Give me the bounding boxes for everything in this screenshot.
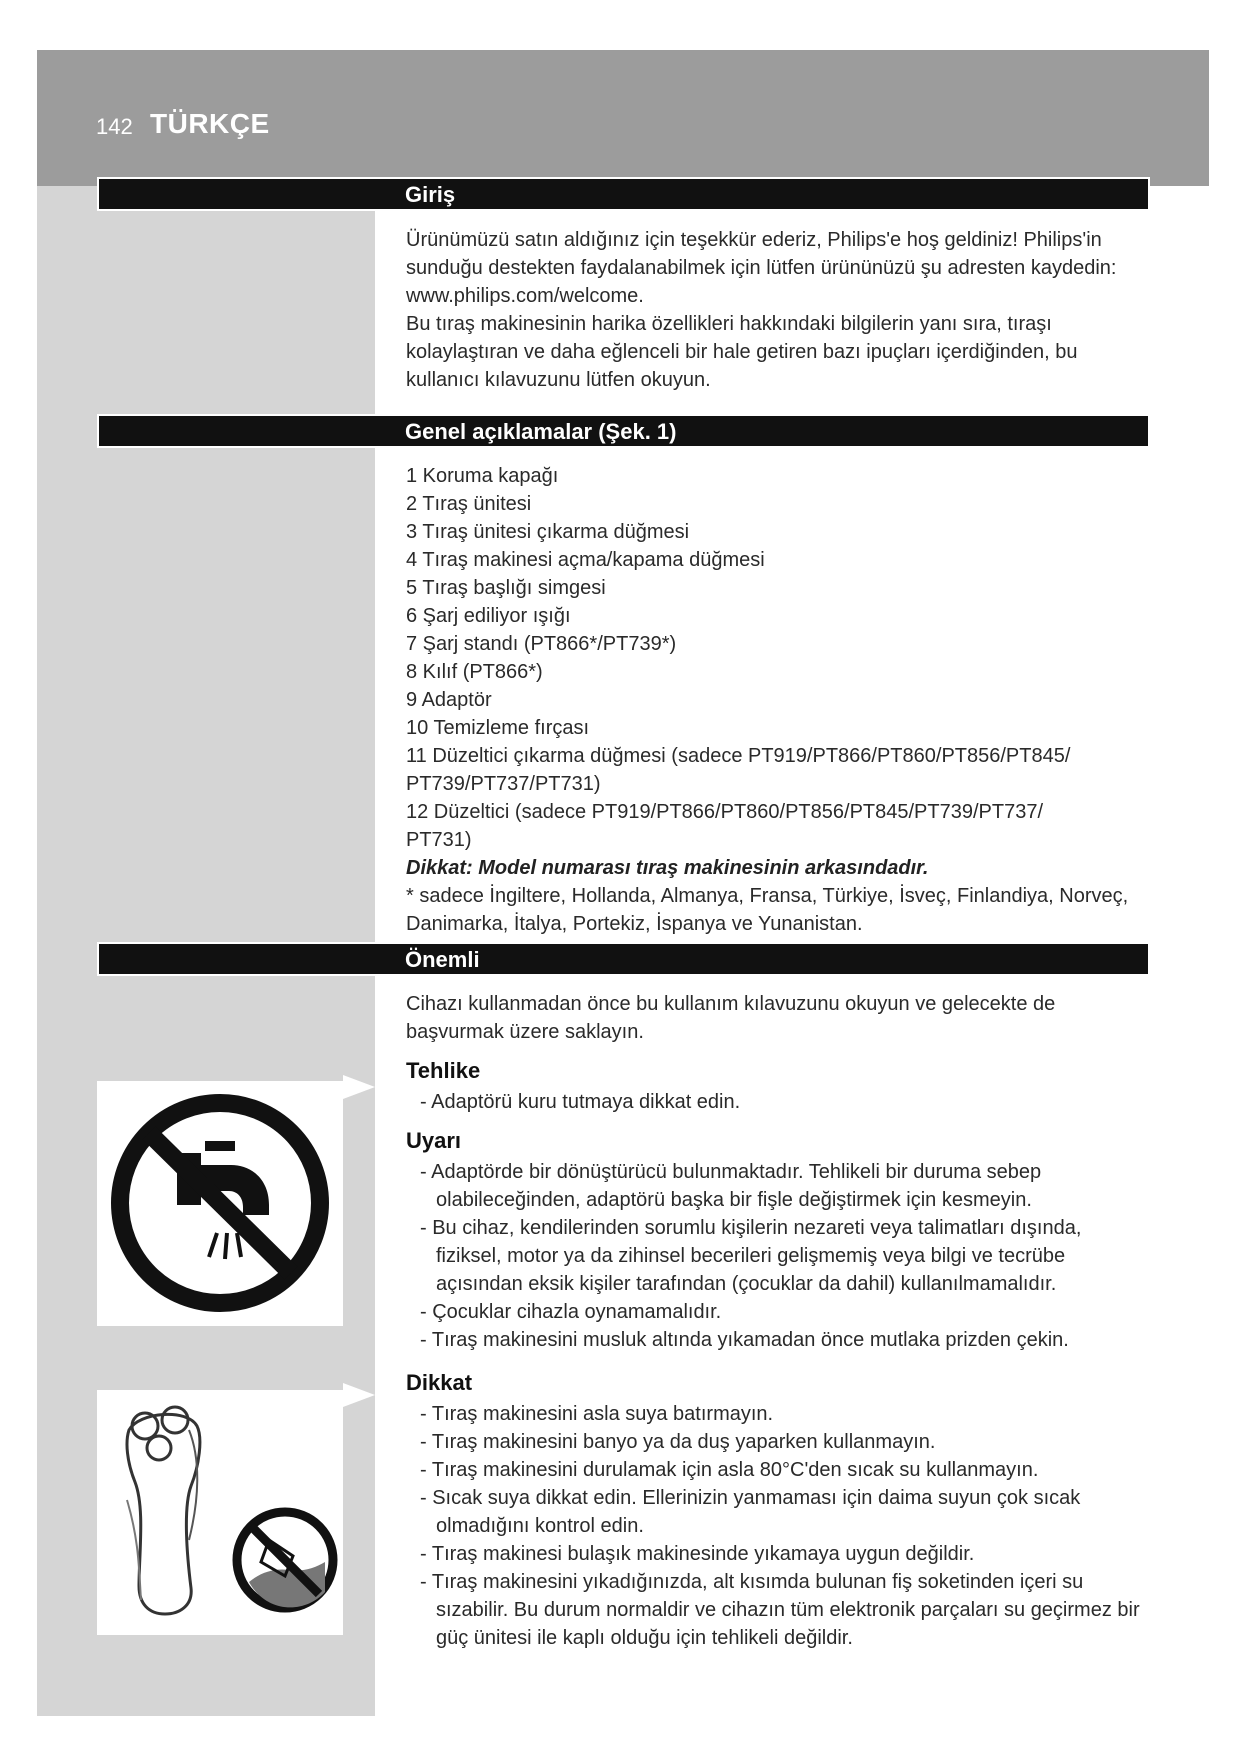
callout-notch — [343, 1383, 375, 1407]
illustration-no-water — [97, 1081, 343, 1326]
list-item: 8 Kılıf (PT866*) — [406, 661, 543, 683]
list-item: 12 Düzeltici (sadece PT919/PT866/PT860/PT856/PT845/PT739/PT737/ — [406, 801, 1044, 823]
list-item: PT739/PT737/PT731) — [406, 773, 601, 795]
list-item: - Tıraş makinesini banyo ya da duş yaparken kullanmayın. — [420, 1431, 936, 1453]
onemli-intro: Cihazı kullanmadan önce bu kullanım kılavuzunu okuyun ve gelecekte de başvurmak üzere saklayın. — [406, 993, 1056, 1043]
list-item: 10 Temizleme fırçası — [406, 717, 590, 739]
section-title-giris: Giriş — [405, 182, 456, 207]
section-bar-genel — [97, 414, 1150, 448]
list-item: - Adaptörü kuru tutmaya dikkat edin. — [420, 1091, 741, 1113]
language-title: TÜRKÇE — [150, 108, 270, 139]
giris-paragraph: Ürünümüzü satın aldığınız için teşekkür ederiz, Philips'e hoş geldiniz! Philips'in sunduğu destekten faydalanabilmek için lütfen ürününüzü şu adresten kaydedin: www.philips.com/welcome. — [406, 229, 1117, 307]
uyari-list — [420, 1158, 1140, 1354]
section-title-genel: Genel açıklamalar (Şek. 1) — [405, 419, 677, 444]
list-item: - Çocuklar cihazla oynamamalıdır. — [420, 1301, 722, 1323]
giris-body — [406, 226, 1146, 394]
list-item: - Bu cihaz, kendilerinden sorumlu kişilerin nezareti veya talimatları dışında, fiziksel, motor ya da zihinsel becerileri gelişmemiş veya bilgi ve tecrübe açısından eksik kişiler tarafından (çocuklar da dahil) kullanılmamalıdır. — [420, 1217, 1082, 1295]
list-item: 1 Koruma kapağı — [406, 465, 559, 487]
country-footnote: * sadece İngiltere, Hollanda, Almanya, Fransa, Türkiye, İsveç, Finlandiya, Norveç, Danimarka, İtalya, Portekiz, İspanya ve Yunanistan. — [406, 885, 1129, 935]
list-item: - Sıcak suya dikkat edin. Ellerinizin yanmaması için daima suyun çok sıcak olmadığını kontrol edin. — [420, 1487, 1081, 1537]
callout-notch — [343, 1075, 375, 1099]
section-title-onemli: Önemli — [405, 947, 480, 972]
list-item: 4 Tıraş makinesi açma/kapama düğmesi — [406, 549, 765, 571]
list-item: 9 Adaptör — [406, 689, 492, 711]
list-item: 3 Tıraş ünitesi çıkarma düğmesi — [406, 521, 690, 543]
list-item: - Tıraş makinesi bulaşık makinesinde yıkamaya uygun değildir. — [420, 1543, 975, 1565]
section-bar-onemli — [97, 942, 1150, 976]
list-item: PT731) — [406, 829, 472, 851]
list-item: 7 Şarj standı (PT866*/PT739*) — [406, 633, 677, 655]
shaver-no-immerse-icon — [97, 1390, 343, 1635]
illustration-shaver — [97, 1390, 343, 1635]
parts-list — [406, 462, 1146, 938]
uyari-heading: Uyarı — [406, 1128, 462, 1153]
list-item: - Tıraş makinesini asla suya batırmayın. — [420, 1403, 774, 1425]
list-item: 5 Tıraş başlığı simgesi — [406, 577, 606, 599]
model-note: Dikkat: Model numarası tıraş makinesinin arkasındadır. — [406, 857, 929, 879]
list-item: 6 Şarj ediliyor ışığı — [406, 605, 571, 627]
tehlike-list — [420, 1088, 1140, 1116]
list-item: - Tıraş makinesini yıkadığınızda, alt kısımda bulunan fiş soketinden içeri su sızabilir. Bu durum normaldir ve cihazın tüm elektronik parçaları su geçirmez bir güç ünitesi ile kaplı olduğu için tehlikeli değildir. — [420, 1571, 1140, 1649]
no-water-tap-icon — [97, 1081, 343, 1326]
list-item: 11 Düzeltici çıkarma düğmesi (sadece PT919/PT866/PT860/PT856/PT845/ — [406, 745, 1071, 767]
list-item: 2 Tıraş ünitesi — [406, 493, 532, 515]
page-number: 142 — [96, 114, 133, 139]
list-item: - Adaptörde bir dönüştürücü bulunmaktadır. Tehlikeli bir duruma sebep olabileceğinden, adaptörü başka bir fişle değiştirmek için kesmeyin. — [420, 1161, 1042, 1211]
dikkat-list — [420, 1400, 1140, 1652]
giris-paragraph: Bu tıraş makinesinin harika özellikleri hakkındaki bilgilerin yanı sıra, tıraşı kolaylaştıran ve daha eğlenceli bir hale getiren bazı ipuçları içerdiğinden, bu kullanıcı kılavuzunu lütfen okuyun. — [406, 313, 1078, 391]
section-bar-giris — [97, 177, 1150, 211]
list-item: - Tıraş makinesini durulamak için asla 80°C'den sıcak su kullanmayın. — [420, 1459, 1039, 1481]
tehlike-heading: Tehlike — [406, 1058, 481, 1083]
list-item: - Tıraş makinesini musluk altında yıkamadan önce mutlaka prizden çekin. — [420, 1329, 1069, 1351]
dikkat-heading: Dikkat — [406, 1370, 473, 1395]
